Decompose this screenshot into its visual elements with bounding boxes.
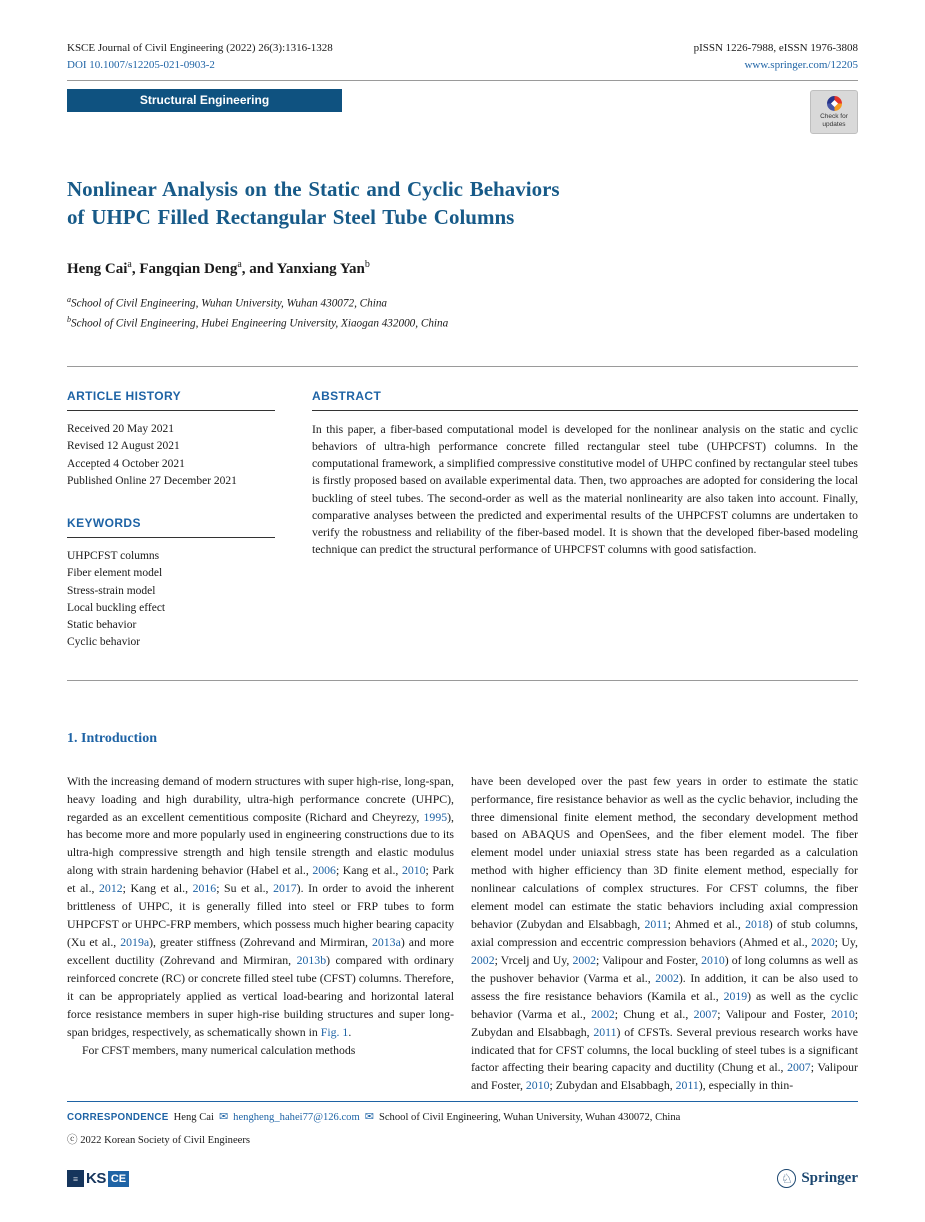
body-column-right bbox=[471, 773, 858, 1096]
citation-link[interactable]: 2011 bbox=[644, 917, 668, 932]
publisher-url-link[interactable]: www.springer.com/12205 bbox=[744, 58, 858, 71]
citation-link[interactable]: 2002 bbox=[572, 952, 597, 967]
page-header bbox=[67, 40, 858, 73]
copyright-line: ⓒ 2022 Korean Society of Civil Engineers bbox=[67, 1135, 251, 1146]
citation-link[interactable]: 2002 bbox=[591, 1006, 615, 1021]
ksce-logo-text: KS bbox=[86, 1170, 106, 1187]
meta-right-column bbox=[312, 389, 858, 652]
citation-link[interactable]: 2016 bbox=[192, 881, 217, 896]
history-item: Accepted 4 October 2021 bbox=[67, 457, 185, 470]
correspondence-email-link[interactable]: hengheng_hahei77@126.com bbox=[233, 1112, 360, 1123]
keyword-item: Cyclic behavior bbox=[67, 636, 141, 649]
ksce-logo-text-accent: CE bbox=[108, 1171, 129, 1187]
keywords-heading: KEYWORDS bbox=[67, 516, 275, 538]
check-for-updates-label: Check for updates bbox=[820, 113, 848, 129]
keyword-item: UHPCFST columns bbox=[67, 550, 160, 563]
article-title bbox=[67, 175, 858, 232]
meta-left-column bbox=[67, 389, 275, 652]
doi-link[interactable]: DOI 10.1007/s12205-021-0903-2 bbox=[67, 58, 215, 71]
check-for-updates-badge[interactable] bbox=[810, 90, 858, 134]
affiliation-b bbox=[67, 313, 858, 334]
springer-logo-text: Springer bbox=[801, 1170, 858, 1186]
badge-row bbox=[67, 89, 858, 141]
journal-citation: KSCE Journal of Civil Engineering (2022) 26(3):1316-1328 bbox=[67, 42, 333, 54]
citation-link[interactable]: Fig. 1 bbox=[320, 1024, 349, 1039]
history-item: Published Online 27 December 2021 bbox=[67, 474, 237, 487]
citation-link[interactable]: 2010 bbox=[701, 952, 725, 967]
email-icon: ✉ bbox=[218, 1111, 229, 1123]
affiliations bbox=[67, 293, 858, 335]
header-left bbox=[67, 40, 333, 73]
body-column-left bbox=[67, 773, 454, 1096]
superscript-mark: a bbox=[237, 258, 242, 270]
intro-paragraph-continued: have been developed over the past few years in order to estimate the static performance, fire resistance behavior as well as the cyclic behavior, including the three dimensional finite element method, the secondary development method based on ABAQUS and OpenSees, and the fiber element model. The fiber element model under uniaxial stress state has been regarded as a calculation method with higher efficiency than 3D finite element method, especially for nonlinear calculations of complex structures. For CFST columns, the fiber element model can estimate the static behaviors including axial compression behavior (Zubydan and Elsabbagh, 2011; Ahmed et al., 2018) of stub columns, axial compression and eccentric compression behaviors (Ahmed et al., 2020; Uy, 2002; Vrcelj and Uy, 2002; Valipour and Foster, 2010) of long columns as well as the pushover behavior (Varma et al., 2002). In addition, it can be also used to assess the fire resistance behaviors (Kamila et al., 2019) as well as the cyclic behavior (Varma et al., 2002; Chung et al., 2007; Valipour and Foster, 2010; Zubydan and Elsabbagh, 2011) of CFSTs. Several previous research works have indicated that for CFST columns, the local buckling of steel tubes is a significant factor affecting their bearing capacity and ductility (Chung et al., 2007; Valipour and Foster, 2010; Zubydan and Elsabbagh, 2011), especially in thin- bbox=[471, 773, 858, 1093]
meta-top-divider bbox=[67, 366, 858, 367]
text-segment: , Fangqian Deng bbox=[131, 260, 238, 277]
citation-link[interactable]: 1995 bbox=[423, 809, 448, 824]
page-footer bbox=[67, 1101, 858, 1188]
keywords-block bbox=[67, 516, 275, 652]
keywords-list bbox=[67, 548, 275, 652]
citation-link[interactable]: 2010 bbox=[831, 1006, 855, 1021]
citation-link[interactable]: 2019 bbox=[723, 988, 748, 1003]
abstract-text: In this paper, a fiber-based computational model is developed for the nonlinear analysis on the static and cyclic behaviors of ultra-high performance concrete filled rectangular steel tube (UHPCFST) columns. In the computational framework, a simplified compressive constitutive model of UHPC confined by rectangular steel tubes is firstly proposed based on available experimental data. Then, two approaches are adopted for considering the local buckling of steel tubes. The second-order as well as the material nonlinearity are also taken into account. Finally, comparative analyses between the predicted and experimental results of the UHPCFST columns are undertaken to verify the robustness and reliability of the fiber-based model. It is shown that the developed fiber-based modeling technique can predict the structural performance of UHPCFST columns with good satisfaction. bbox=[312, 423, 858, 556]
superscript-mark: a bbox=[67, 294, 71, 304]
citation-link[interactable]: 2013a bbox=[371, 935, 401, 950]
citation-link[interactable]: 2020 bbox=[811, 935, 835, 950]
citation-link[interactable]: 2002 bbox=[471, 952, 495, 967]
citation-link[interactable]: 2010 bbox=[401, 863, 426, 878]
citation-link[interactable]: 2017 bbox=[273, 881, 297, 896]
correspondence-address: School of Civil Engineering, Wuhan University, Wuhan 430072, China bbox=[378, 1112, 681, 1123]
intro-paragraph-1: With the increasing demand of modern structures with super high-rise, long-span, heavy loading and high durability, ultra-high performance concrete (UHPC), regarded as an excellent cementitious composite (Richard and Cheyrezy, 1995), has become more and more popularly used in engineering constructions due to its ultra-high compressive strength and high tensile strength and elastic modulus along with strain hardening behavior (Habel et al., 2006; Kang et al., 2010; Park et al., 2012; Kang et al., 2016; Su et al., 2017). In order to avoid the inherent brittleness of UHPC, it is generally filled into steel or FRP tubes to form UHPCFST or UHPC-FRP members, which possess much higher bearing capacity (Xu et al., 2019a), greater stiffness (Zohrevand and Mirmiran, 2013a) and more excellent ductility (Zohrevand and Mirmiran, 2013b) compared with ordinary reinforced concrete (RC) or concrete filled steel tube (CFST) columns. Therefore, it can be appropriately applied as vertical load-bearing and horizontal lateral force resistance members in super high-rise building structures and super long-span bridges, respectively, as schematically shown in Fig. 1. bbox=[67, 773, 454, 1039]
section-badge: Structural Engineering bbox=[67, 89, 342, 112]
keyword-item: Static behavior bbox=[67, 619, 137, 632]
citation-link[interactable]: 2019a bbox=[120, 935, 150, 950]
citation-link[interactable]: 2012 bbox=[99, 881, 123, 896]
keyword-item: Stress-strain model bbox=[67, 584, 156, 597]
citation-link[interactable]: 2006 bbox=[312, 863, 336, 878]
superscript-mark: b bbox=[67, 315, 71, 325]
citation-link[interactable]: 2018 bbox=[745, 917, 769, 932]
text-segment: , and Yanxiang Yan bbox=[241, 260, 365, 277]
footer-divider bbox=[67, 1101, 858, 1102]
citation-link[interactable]: 2007 bbox=[787, 1060, 811, 1075]
article-title-line2: of UHPC Filled Rectangular Steel Tube Columns bbox=[67, 205, 515, 230]
meta-bottom-divider bbox=[67, 680, 858, 681]
citation-link[interactable]: 2011 bbox=[675, 1078, 699, 1093]
article-history-heading: ARTICLE HISTORY bbox=[67, 389, 275, 411]
ksce-logo bbox=[67, 1170, 129, 1187]
correspondence-line bbox=[67, 1110, 858, 1123]
logos-row bbox=[67, 1169, 858, 1188]
header-divider bbox=[67, 80, 858, 81]
article-title-line1: Nonlinear Analysis on the Static and Cyclic Behaviors bbox=[67, 177, 560, 201]
text-segment: School of Civil Engineering, Hubei Engineering University, Xiaogan 432000, China bbox=[71, 318, 449, 331]
address-icon: ✉ bbox=[364, 1111, 374, 1123]
abstract-heading: ABSTRACT bbox=[312, 389, 858, 411]
body-columns bbox=[67, 773, 858, 1096]
header-right bbox=[694, 40, 858, 73]
history-item: Received 20 May 2021 bbox=[67, 423, 174, 436]
correspondence-name: Heng Cai bbox=[173, 1112, 214, 1123]
citation-link[interactable]: 2007 bbox=[693, 1006, 718, 1021]
article-history-list bbox=[67, 421, 275, 490]
intro-paragraph-2: For CFST members, many numerical calculation methods bbox=[82, 1042, 356, 1057]
keyword-item: Local buckling effect bbox=[67, 601, 166, 614]
citation-link[interactable]: 2013b bbox=[296, 952, 327, 967]
springer-horse-icon: ♘ bbox=[777, 1169, 796, 1188]
citation-link[interactable]: 2011 bbox=[593, 1024, 617, 1039]
authors-line bbox=[67, 259, 858, 278]
citation-link[interactable]: 2002 bbox=[655, 970, 679, 985]
keyword-item: Fiber element model bbox=[67, 567, 163, 580]
crossmark-icon bbox=[827, 96, 842, 111]
ksce-logo-icon: ≡ bbox=[67, 1170, 84, 1187]
superscript-mark: b bbox=[364, 258, 370, 270]
citation-link[interactable]: 2010 bbox=[525, 1078, 550, 1093]
affiliation-a bbox=[67, 293, 858, 314]
history-item: Revised 12 August 2021 bbox=[67, 440, 180, 453]
meta-section bbox=[67, 389, 858, 652]
text-segment: Heng Cai bbox=[67, 260, 128, 277]
issn-text: pISSN 1226-7988, eISSN 1976-3808 bbox=[693, 42, 858, 54]
text-segment: School of Civil Engineering, Wuhan University, Wuhan 430072, China bbox=[71, 297, 388, 310]
introduction-heading: 1. Introduction bbox=[67, 730, 157, 746]
correspondence-label: CORRESPONDENCE bbox=[67, 1112, 169, 1123]
springer-logo bbox=[777, 1169, 858, 1188]
superscript-mark: a bbox=[127, 258, 132, 270]
